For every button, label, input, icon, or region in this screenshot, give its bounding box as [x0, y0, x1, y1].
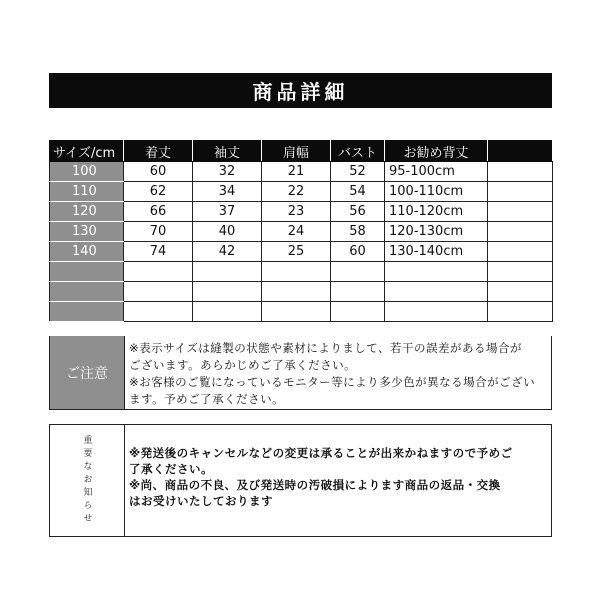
table-cell: 40: [193, 222, 262, 242]
size-cell: 100: [50, 162, 124, 182]
table-cell: 56: [331, 202, 385, 222]
table-cell: [488, 182, 553, 202]
table-row: [50, 302, 553, 322]
table-cell: [124, 282, 193, 302]
caution-line: ます。予めご了承ください。: [129, 392, 285, 406]
table-cell: 70: [124, 222, 193, 242]
table-cell: [488, 162, 553, 182]
table-cell: 23: [262, 202, 331, 222]
table-cell: [193, 302, 262, 322]
table-cell: [488, 302, 553, 322]
table-row: [50, 262, 553, 282]
caution-line: ございます。あらかじめご了承ください。: [129, 358, 357, 372]
notice-line: はお受けいたしております: [129, 494, 273, 508]
caution-text: [125, 336, 539, 409]
page-title: 商品詳細: [49, 73, 552, 108]
header-bust: バスト: [331, 141, 385, 162]
size-table: [49, 140, 553, 322]
table-cell: 32: [193, 162, 262, 182]
size-cell: [50, 262, 124, 282]
size-cell: [50, 282, 124, 302]
table-cell: [331, 282, 385, 302]
notice-box: [49, 424, 552, 537]
table-cell: [488, 282, 553, 302]
table-cell: [488, 242, 553, 262]
table-cell: 54: [331, 182, 385, 202]
caution-line: ※お客様のご覧になっているモニター等により多少色が異なる場合がござい: [129, 375, 536, 389]
header-sleeve: 袖丈: [193, 141, 262, 162]
table-cell: [385, 282, 488, 302]
table-cell: [262, 282, 331, 302]
table-cell: [488, 202, 553, 222]
notice-label: [50, 425, 125, 536]
caution-line: ※表示サイズは縫製の状態や素材によりまして、若干の誤差がある場合が: [129, 341, 522, 355]
table-row: [50, 222, 553, 242]
table-cell: [262, 302, 331, 322]
table-cell: 95-100cm: [385, 162, 488, 182]
table-cell: [124, 302, 193, 322]
header-recommended-height: お勧め背丈: [385, 141, 488, 162]
notice-line: ※尚、商品の不良、及び発送時の汚破損によります商品の返品・交換: [129, 478, 501, 492]
table-cell: 37: [193, 202, 262, 222]
size-cell: [50, 302, 124, 322]
table-row: [50, 182, 553, 202]
size-cell: 130: [50, 222, 124, 242]
table-cell: 120-130cm: [385, 222, 488, 242]
table-cell: [193, 262, 262, 282]
table-cell: 74: [124, 242, 193, 262]
table-row: [50, 162, 553, 182]
table-cell: 130-140cm: [385, 242, 488, 262]
table-cell: [262, 262, 331, 282]
table-header-row: [50, 141, 553, 162]
table-cell: 21: [262, 162, 331, 182]
table-cell: [331, 302, 385, 322]
table-cell: [488, 262, 553, 282]
table-cell: [385, 262, 488, 282]
table-cell: [385, 302, 488, 322]
size-cell: 140: [50, 242, 124, 262]
size-cell: 110: [50, 182, 124, 202]
table-cell: 110-120cm: [385, 202, 488, 222]
table-cell: 66: [124, 202, 193, 222]
notice-label-text: 重要なお知らせ: [81, 435, 92, 526]
table-cell: 52: [331, 162, 385, 182]
table-row: [50, 282, 553, 302]
table-cell: 60: [331, 242, 385, 262]
table-cell: 62: [124, 182, 193, 202]
notice-line: 了承ください。: [129, 462, 213, 476]
caution-label: ご注意: [50, 336, 125, 409]
header-empty: [488, 141, 553, 162]
size-cell: 120: [50, 202, 124, 222]
table-cell: [488, 222, 553, 242]
table-cell: 22: [262, 182, 331, 202]
table-cell: 34: [193, 182, 262, 202]
table-cell: 25: [262, 242, 331, 262]
header-shoulder: 肩幅: [262, 141, 331, 162]
table-cell: [124, 262, 193, 282]
header-size: サイズ/cm: [50, 141, 124, 162]
notice-line: ※発送後のキャンセルなどの変更は承ることが出来かねますので予めご: [129, 446, 513, 460]
table-cell: 58: [331, 222, 385, 242]
table-cell: 24: [262, 222, 331, 242]
table-cell: 60: [124, 162, 193, 182]
table-cell: [193, 282, 262, 302]
caution-box: [49, 336, 552, 410]
notice-text: [125, 425, 517, 536]
table-row: [50, 242, 553, 262]
table-cell: 100-110cm: [385, 182, 488, 202]
header-length: 着丈: [124, 141, 193, 162]
table-row: [50, 202, 553, 222]
table-cell: [331, 262, 385, 282]
table-cell: 42: [193, 242, 262, 262]
